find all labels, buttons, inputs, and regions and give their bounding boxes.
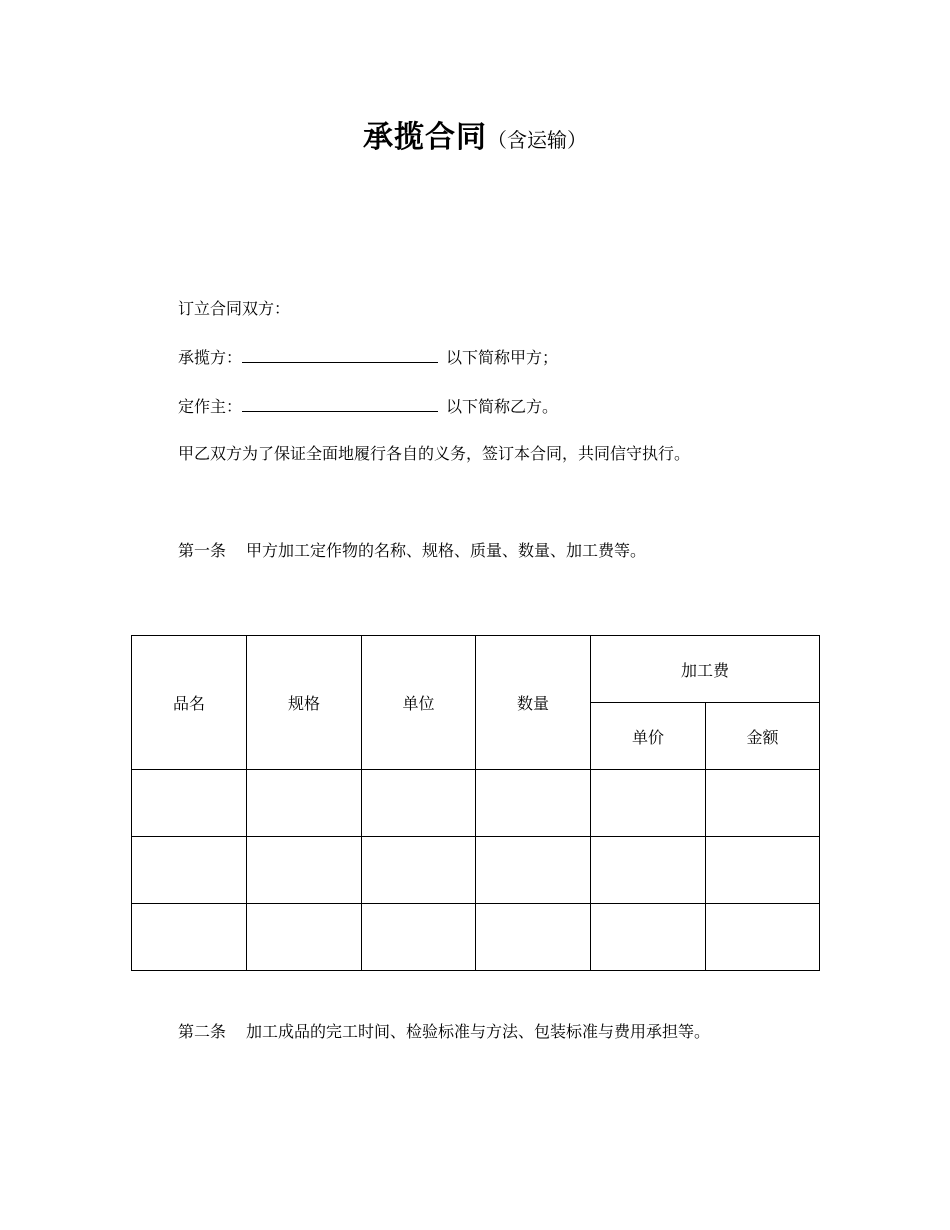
- article-1: [178, 540, 646, 562]
- table-cell[interactable]: [362, 837, 476, 904]
- processing-items-table: [131, 635, 820, 971]
- table-cell[interactable]: [132, 904, 247, 971]
- document-title: [0, 112, 950, 156]
- table-cell[interactable]: [706, 837, 820, 904]
- table-row: [132, 770, 820, 837]
- table-cell[interactable]: [591, 770, 706, 837]
- orderer-line: [178, 395, 558, 418]
- table-cell[interactable]: [132, 770, 247, 837]
- table-row: [132, 904, 820, 971]
- article-2-number: 第二条: [178, 1022, 227, 1041]
- orderer-label: 定作主：: [178, 397, 243, 416]
- table-cell[interactable]: [476, 770, 591, 837]
- header-amount: 金额: [706, 703, 820, 770]
- contractor-line: [178, 346, 558, 369]
- table-cell[interactable]: [591, 837, 706, 904]
- header-unit: 单位: [362, 636, 476, 770]
- table-cell[interactable]: [476, 904, 591, 971]
- contractor-label: 承揽方：: [178, 348, 243, 367]
- table-row: [132, 837, 820, 904]
- table-header-row: [132, 636, 820, 703]
- table-cell[interactable]: [476, 837, 591, 904]
- table-cell[interactable]: [362, 770, 476, 837]
- contractor-suffix: 以下简称甲方；: [446, 348, 559, 367]
- article-1-text: 甲方加工定作物的名称、规格、质量、数量、加工费等。: [246, 541, 647, 560]
- table-cell[interactable]: [706, 904, 820, 971]
- title-subtitle: （含运输）: [487, 128, 587, 152]
- orderer-suffix: 以下简称乙方。: [446, 397, 559, 416]
- table-cell[interactable]: [132, 837, 247, 904]
- table-cell[interactable]: [591, 904, 706, 971]
- header-unit-price: 单价: [591, 703, 706, 770]
- table-cell[interactable]: [706, 770, 820, 837]
- article-2: [178, 1021, 710, 1043]
- table-cell[interactable]: [247, 837, 362, 904]
- header-spec: 规格: [247, 636, 362, 770]
- header-processing-fee: 加工费: [591, 636, 820, 703]
- header-quantity: 数量: [476, 636, 591, 770]
- parties-statement: 甲乙双方为了保证全面地履行各自的义务，签订本合同，共同信守执行。: [178, 444, 691, 463]
- article-1-number: 第一条: [178, 541, 227, 560]
- table-cell[interactable]: [247, 770, 362, 837]
- parties-intro: 订立合同双方：: [178, 299, 291, 318]
- title-main: 承揽合同: [363, 120, 487, 155]
- contractor-name-blank[interactable]: [242, 346, 438, 363]
- header-name: 品名: [132, 636, 247, 770]
- table-cell[interactable]: [362, 904, 476, 971]
- table-cell[interactable]: [247, 904, 362, 971]
- article-2-text: 加工成品的完工时间、检验标准与方法、包装标准与费用承担等。: [246, 1022, 711, 1041]
- orderer-name-blank[interactable]: [242, 395, 438, 412]
